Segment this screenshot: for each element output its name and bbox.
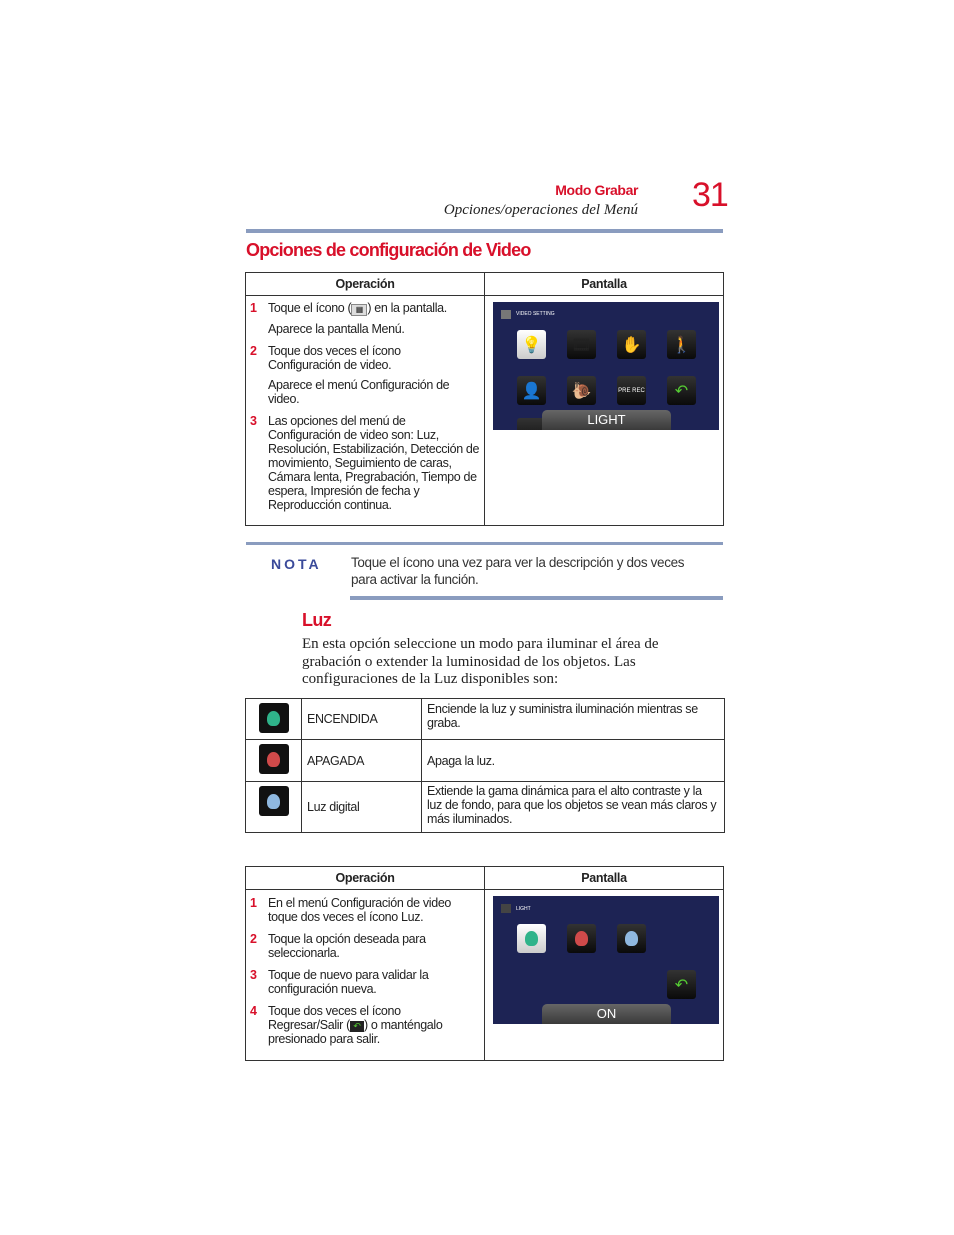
subsection-name: Opciones/operaciones del Menú: [443, 202, 638, 218]
video-setting-header-icon: [501, 310, 511, 319]
option-name: APAGADA: [302, 740, 422, 782]
pre-rec-icon[interactable]: PRE REC: [617, 376, 646, 405]
luz-title: Luz: [302, 610, 332, 630]
back-icon: ↶: [350, 1021, 364, 1032]
light-on-icon: [259, 703, 289, 733]
step-2: 2 Toque la opción deseada para seleccionarla.: [250, 932, 426, 960]
option-name: Luz digital: [302, 782, 422, 833]
light-header-icon: [501, 904, 511, 913]
video-setting-screen: [493, 302, 719, 430]
col-operation: Operación: [246, 273, 485, 296]
light-options-table: [245, 698, 725, 833]
option-desc: Enciende la luz y suministra iluminación mientras se graba.: [422, 699, 725, 740]
header-rule: [246, 229, 723, 233]
page-number: 31: [692, 176, 728, 214]
option-label-bar: LIGHT: [542, 410, 671, 430]
video-section-title: Opciones de configuración de Video: [246, 240, 531, 260]
back-icon[interactable]: ↶: [667, 376, 696, 405]
col-screen: Pantalla: [485, 273, 724, 296]
step-1: 1 Toque el ícono ( ▦ ) en la pantalla. Aparece la pantalla Menú.: [250, 301, 447, 336]
light-on-option[interactable]: [517, 924, 546, 953]
step-1: 1 En el menú Configuración de video toque dos veces el ícono Luz.: [250, 896, 452, 924]
back-button[interactable]: ↶: [667, 970, 696, 999]
light-option-row: [246, 699, 725, 740]
motion-detection-icon[interactable]: 🚶: [667, 330, 696, 359]
light-icon[interactable]: 💡: [517, 330, 546, 359]
col-screen: Pantalla: [485, 867, 724, 890]
light-off-option[interactable]: [567, 924, 596, 953]
luz-intro: En esta opción seleccione un modo para iluminar el área de grabación o extender la luminosidad de los objetos. Las configuraciones de la Luz disponibles son:: [302, 636, 659, 687]
light-off-icon: [259, 744, 289, 774]
step-3: 3 Toque de nuevo para validar la configuración nueva.: [250, 968, 429, 996]
option-desc: Apaga la luz.: [422, 740, 725, 782]
video-settings-table: [245, 272, 724, 526]
light-screen: [493, 896, 719, 1024]
light-option-row: [246, 782, 725, 833]
digital-light-option[interactable]: [617, 924, 646, 953]
screen-header: VIDEO SETTING: [516, 311, 555, 317]
face-tracking-icon[interactable]: 👤: [517, 376, 546, 405]
option-desc: Extiende la gama dinámica para el alto contraste y la luz de fondo, para que los objetos se vean más claros y más iluminados.: [422, 782, 725, 833]
step-4: 4 Toque dos veces el ícono Regresar/Salir ( ↶ ) o manténgalo presionado para salir.: [250, 1004, 443, 1046]
step-2: 2 Toque dos veces el ícono Configuración de video. Aparece el menú Configuración de video.: [250, 344, 450, 406]
note-label: NOTA: [271, 556, 322, 572]
step-3: 3 Las opciones del menú de Configuración de video son: Luz, Resolución, Estabilización, Detección de movimiento, Seguimiento de caras, Cámara lenta, Pregrabación, Tiempo de espera, Impresión de fecha y Reproducción continua.: [250, 414, 480, 512]
section-name: Modo Grabar: [555, 182, 638, 198]
slow-motion-icon[interactable]: 🐌: [567, 376, 596, 405]
menu-icon: ▦: [351, 304, 367, 316]
screen-header: LIGHT: [516, 906, 531, 912]
col-operation: Operación: [246, 867, 485, 890]
option-name: ENCENDIDA: [302, 699, 422, 740]
note-text: Toque el ícono una vez para ver la descripción y dos veces para activar la función.: [351, 555, 685, 587]
note-rule-top: [246, 542, 723, 545]
note-rule-bottom: [350, 596, 723, 600]
option-label-bar: ON: [542, 1004, 671, 1024]
resolution-icon[interactable]: 🎞: [567, 330, 596, 359]
light-option-row: [246, 740, 725, 782]
light-operation-table: [245, 866, 724, 1061]
stabilization-icon[interactable]: ✋: [617, 330, 646, 359]
digital-light-icon: [259, 786, 289, 816]
